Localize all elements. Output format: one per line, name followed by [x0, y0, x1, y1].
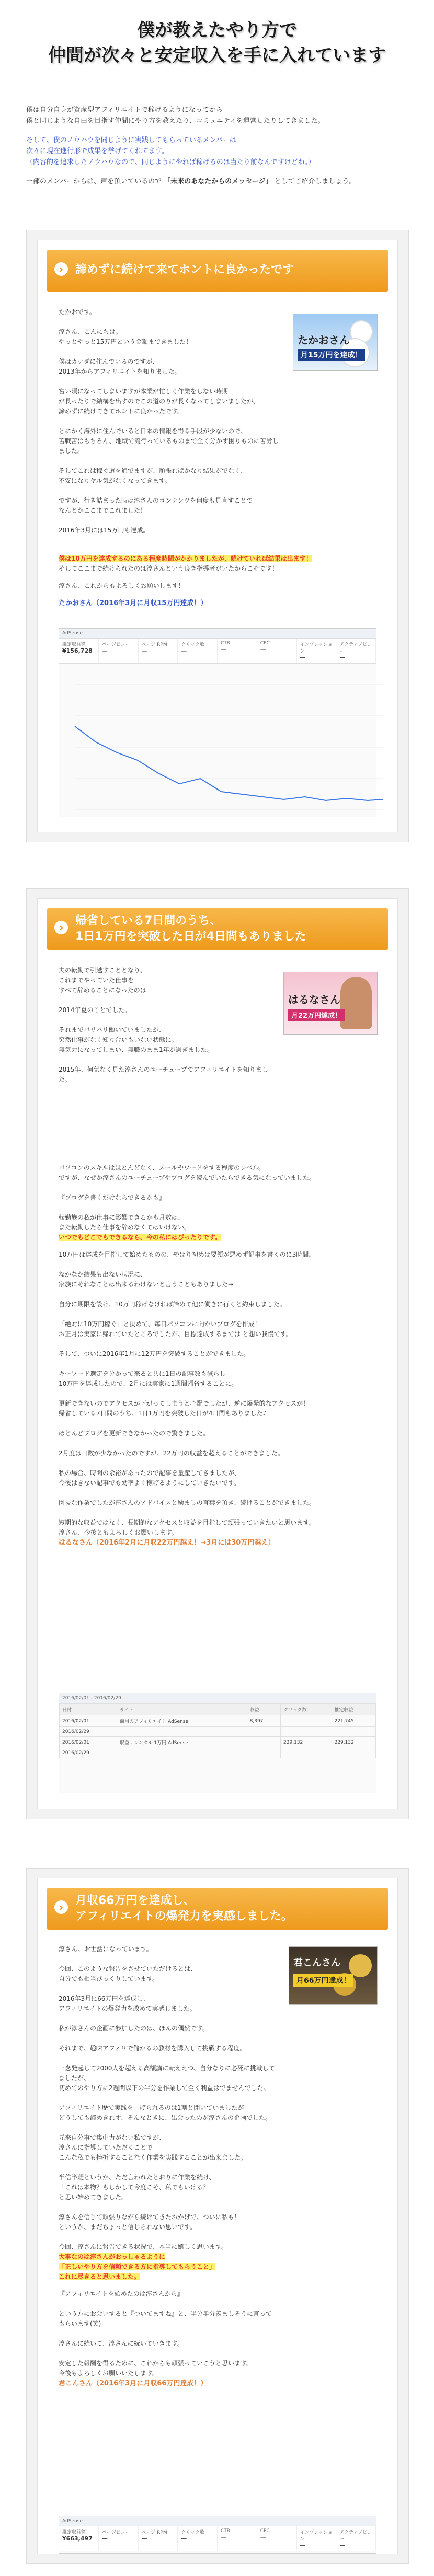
intro-line: 次々に現在進行形で成果を挙げてくれてます。 — [26, 147, 168, 155]
body-line — [59, 1260, 376, 1270]
body-line: 2016年3月には15万円も達成。 — [59, 527, 150, 534]
body-line: 私が淳さんの企画に参加したのは、ほんの偶然です。 — [59, 2025, 209, 2032]
body-line: 安定した報酬を得るために、これからも頑張っていこうと思います。 — [59, 2360, 253, 2367]
body-line: 淳さん、お世話になっています。 — [59, 1945, 153, 1953]
card-title-line-2: アフィリエイトの爆発力を実感しました。 — [75, 1910, 293, 1923]
body-line: ですが、なぜか淳さんのユーチューブやブログを読んでいたらできる気になっていました。 — [59, 1174, 315, 1181]
stat-label: CTR — [221, 641, 231, 646]
body-line — [59, 1055, 277, 1065]
body-line: キーワード選定を分かって来ると共に1日の記事数も減らし — [59, 1370, 226, 1377]
body-line: 半信半疑というか、ただ言われたとおりに作業を続け、 — [59, 2174, 215, 2181]
badge-name: たかおさん — [298, 334, 350, 346]
testimonial-lines — [59, 1944, 277, 2252]
body-line: パソコンのスキルはほとんどなく、メールやワードをする程度のレベル。 — [59, 1164, 265, 1171]
body-line: 自分でも相当びっくりしています。 — [59, 1975, 159, 1982]
body-line: アフィリエイト歴で実践を上げられるのは1割と聞いていましたが — [59, 2104, 244, 2111]
body-line: 今回、このような報告をさせていただけるとは、 — [59, 1965, 197, 1972]
body-line — [59, 516, 282, 526]
body-line: ほとんどブログを更新できなかったので驚きました。 — [59, 1430, 210, 1437]
table-row — [60, 1748, 376, 1758]
table-cell — [247, 1748, 280, 1758]
stat-cell — [178, 639, 218, 663]
body-line — [59, 1203, 376, 1213]
body-line — [59, 1458, 376, 1468]
body-line — [59, 416, 282, 426]
body-line: 更新できないのでアクセスが下がってしまうと心配でしたが、逆に爆発的なアクセスが！ — [59, 1400, 310, 1407]
body-line: やっとやっと15万円という金額まできました！ — [59, 338, 192, 345]
intro-text — [26, 105, 413, 187]
table-cell: 2016/02/01 — [60, 1715, 117, 1727]
card-title-banner — [47, 250, 388, 292]
body-line — [59, 1290, 376, 1299]
testimonial-card-kimikon — [26, 1868, 409, 2564]
report-toolbar: AdSense — [59, 629, 376, 639]
body-line: 短期的な収益ではなく、長期的なアクセスと収益を目指して頑張っていきたいと思います。 — [59, 1519, 315, 1526]
stat-value: — — [300, 2542, 306, 2549]
card-title-line-1: 月収66万円を達成し、 — [75, 1894, 195, 1907]
badge-subtitle: 月22万円達成！ — [288, 1009, 345, 1021]
table-cell: 229,132 — [281, 1737, 332, 1748]
table-cell — [332, 1727, 376, 1737]
highlight-text: 「正しいやり方を信頼できる方に指導してもらうこと」 — [59, 2263, 216, 2270]
testimonial-card-haruna — [26, 888, 409, 1819]
result-caption: はるなさん（2016年2月に月収22万円越え！→3月には30万円越え） — [59, 1539, 275, 1547]
body-line: それまで、趣味アフィリで儲かるの教材を購入して挑戦する程度。 — [59, 2045, 246, 2052]
body-line: 転勤族の私が仕事に影響できるかも月数は、 — [59, 1214, 185, 1221]
earnings-table — [59, 1703, 376, 1758]
table-cell: 221,745 — [332, 1715, 376, 1727]
stat-label: ページ RPM — [141, 642, 167, 647]
table-row — [60, 1715, 376, 1727]
stat-value: — — [181, 647, 187, 654]
member-badge — [293, 314, 378, 371]
body-line — [59, 1984, 277, 1994]
body-line: これまでやっていた仕事を — [59, 977, 134, 984]
card-title-line-1: 帰省している7日間のうち、 — [75, 914, 222, 927]
stat-cell — [297, 2526, 337, 2551]
body-line: 自分に期限を設け、10万円稼げなければ諦めて他に働きに行くと約束しました。 — [59, 1301, 286, 1308]
body-line: そして、ついに2016年1月に12万円を突破することができました。 — [59, 1350, 250, 1357]
stat-cell — [99, 639, 139, 663]
body-line: 夫の転勤で引越すこととなり、 — [59, 967, 147, 974]
stat-value: — — [300, 654, 306, 661]
body-line: 淳さんに指導していただくことで — [59, 2144, 153, 2151]
body-line: 諦めずに続けてきてホントに良かったです。 — [59, 408, 184, 415]
body-line: 僕はカナダに住んでいるのですが、 — [59, 358, 159, 365]
body-line: 淳さん、こんにちは。 — [59, 328, 122, 335]
stat-label: 推定収益額 — [62, 642, 86, 647]
intro-line: 僕は自分自身が資産型アフィリエイトで稼げるようになってから — [26, 106, 223, 114]
body-line — [59, 1389, 376, 1399]
stat-cell — [336, 2526, 376, 2551]
card-title: 諦めずに続けて来てホントに良かったです — [75, 263, 294, 276]
testimonial-body — [59, 1944, 277, 2396]
body-line: 家族にそれなことは出来るわけないと言うこともありました→ — [59, 1281, 234, 1288]
stat-value: — — [101, 647, 108, 654]
stat-label: CTR — [221, 2528, 231, 2534]
chevron-right-icon: › — [54, 262, 68, 276]
table-cell — [247, 1727, 280, 1737]
card-inner — [37, 240, 398, 832]
card-title-banner — [47, 908, 388, 950]
body-line — [59, 2202, 277, 2212]
table-row — [60, 1727, 376, 1737]
body-line: 10万円を達成したので、2月には実家に1週間帰省することに。 — [59, 1380, 238, 1387]
intro-line: そして、僕のノウハウを同じように実践してもらっているメンバーは — [26, 136, 236, 144]
body-line — [59, 317, 282, 327]
stat-label: ページビュー — [101, 2530, 130, 2535]
stat-cell — [178, 2526, 218, 2551]
testimonial-body — [59, 966, 277, 1095]
card-inner — [37, 898, 398, 1809]
stat-cell — [139, 2526, 178, 2551]
earnings-series-line — [75, 726, 383, 800]
portrait-image — [340, 977, 372, 1029]
body-line: 今後はきない記事でも効率よく稼げるようにしていきたいです。 — [59, 1479, 241, 1487]
testimonial-lines — [59, 2289, 277, 2378]
body-line — [59, 2093, 277, 2103]
body-line: 苦戦苦はもちろん、地域で流行っているものまで全く分かず困りものに苦労しました。 — [59, 437, 279, 455]
body-line: 帰省している7日間のうち、1日1万円を突破した日が4日間もありました♪ — [59, 1410, 267, 1417]
stat-value: — — [339, 654, 346, 661]
card-title-banner — [47, 1888, 388, 1930]
intro-line: 一部のメンバーからは、声を頂いているので — [26, 178, 162, 185]
testimonial-lines — [59, 966, 277, 1095]
stat-value: ¥156,728 — [62, 647, 93, 654]
body-line: 「絶対に10万円稼ぐ」と決めて、毎日パソコンに向かいブログを作成！ — [59, 1320, 261, 1328]
body-line: 淳さん、これからもよろしくお願いします！ — [59, 582, 185, 589]
intro-line: （内容的を追求したノウハウなので、同じようにやれば稼げるのは当たり前なんですけどね。） — [26, 158, 315, 166]
stat-cell — [139, 639, 178, 663]
body-line — [59, 1183, 376, 1193]
highlight-text: いつでもどこでもできるなら、今の私にはぴったりです。 — [59, 1234, 222, 1241]
member-badge — [289, 1946, 378, 2005]
testimonial-lines — [59, 1250, 376, 1538]
table-cell: 商用のアフィリエイト AdSense — [117, 1715, 247, 1727]
badge-name: 君こんさん — [293, 1957, 340, 1968]
stat-label: ページビュー — [101, 642, 130, 647]
stat-cell — [218, 639, 257, 663]
body-line: 初めてのやり方に2週間以下の半分を作業して全く利益はでませんでした。 — [59, 2084, 270, 2092]
body-line: 今後もよろしくお願いいたします。 — [59, 2370, 159, 2377]
table-header-row — [60, 1704, 376, 1715]
highlight-text: これに尽きると思いました。 — [59, 2273, 141, 2280]
body-line: どうしても諦めきれず、そんなときに、出会ったのが淳さんの企画でした。 — [59, 2114, 272, 2121]
adsense-report-screenshot — [59, 628, 376, 817]
result-caption: 君こんさん（2016年3月に月収66万円達成！） — [59, 2380, 208, 2387]
table-cell: 収益 - レンタル 1万円 AdSense — [117, 1737, 247, 1748]
headline — [0, 0, 434, 68]
stat-value: — — [101, 2535, 108, 2542]
body-line: 2014年夏のことでした。 — [59, 1006, 131, 1014]
stat-label: クリック数 — [181, 2530, 204, 2535]
body-line: 10万円は達成を目指して始めたものの、やはり初めは要領が悪めず記事を書くのに3時間。 — [59, 1251, 315, 1258]
body-line — [59, 1488, 376, 1498]
body-line — [59, 377, 282, 387]
body-line: 不安になりヤル気がなくなってきます。 — [59, 477, 171, 484]
body-line: お正月は実家に帰れていたところでしたが、目標達成するまでは と想い我慢です。 — [59, 1330, 292, 1338]
table-header-cell: クリック数 — [281, 1704, 332, 1715]
body-line — [59, 2299, 277, 2309]
chevron-right-icon: › — [54, 1900, 68, 1914]
body-line: なんとかここまでこれました！ — [59, 507, 147, 514]
body-line: 元来自分事で集中力がない私ですが、 — [59, 2134, 166, 2141]
body-line: 2015年、何気なく見た淳さんのユーチューブでアフィリエイトを知りました。 — [59, 1066, 268, 1083]
body-line: たかおです。 — [59, 308, 96, 316]
stat-cell — [59, 2526, 99, 2551]
table-cell: 2016/02/29 — [60, 1748, 117, 1758]
body-line: ですが、行き詰まった時は淳さんのコンテンツを何度も見直すことで — [59, 497, 253, 504]
stat-cell — [297, 639, 337, 663]
table-cell: 229,132 — [332, 1737, 376, 1748]
stat-value: — — [181, 2535, 187, 2542]
testimonial-lines — [59, 307, 282, 536]
report-toolbar: 2016/02/01 - 2016/02/29 — [59, 1693, 376, 1703]
stat-cell — [257, 2526, 297, 2551]
report-stats-row — [59, 2526, 376, 2551]
body-line: という方にお会いすると『ついてますね』と、半分半分羨ましそうに言ってもらいます(笑) — [59, 2310, 272, 2327]
intro-line: としてご紹介しましょう。 — [274, 178, 356, 185]
stat-value: — — [221, 646, 226, 653]
body-line: 無気力になってしまい、無職のまま1年が過ぎました。 — [59, 1046, 213, 1053]
body-line — [59, 2123, 277, 2133]
stat-value: — — [141, 647, 147, 654]
card-inner — [37, 1878, 398, 2554]
body-line — [59, 2232, 277, 2242]
stat-label: インプレッション — [300, 2530, 333, 2542]
highlight-text: 僕は10万円を達成するのにある程度時間がかかりましたが、続けていれば結果は出ます！ — [59, 555, 312, 562]
table-header-cell: サイト — [117, 1704, 247, 1715]
stat-cell — [336, 639, 376, 663]
body-line: 一念発起して2000人を超える高額講に転ええつ、自分なりに必死に挑戦してましたが、 — [59, 2064, 275, 2082]
body-line — [59, 2329, 277, 2339]
body-line — [59, 2163, 277, 2173]
body-line: すべて辞めることになったのは — [59, 987, 146, 994]
stat-cell — [59, 639, 99, 663]
body-line: 宮い頃になってしまいますが本業が忙しく作業をしない時期 — [59, 388, 229, 395]
table-cell — [281, 1748, 332, 1758]
table-header-cell: 収益 — [247, 1704, 280, 1715]
stat-cell — [257, 639, 297, 663]
stat-label: 推定収益額 — [62, 2530, 86, 2535]
body-line — [59, 1954, 277, 1964]
table-header-cell: 日付 — [60, 1704, 117, 1715]
body-line — [59, 1508, 376, 1518]
body-line: 淳さん、今後ともよろしくお願いします。 — [59, 1529, 178, 1536]
badge-subtitle: 月15万円を達成！ — [298, 349, 365, 361]
chevron-right-icon: › — [54, 921, 68, 934]
stat-value: — — [141, 2535, 147, 2542]
card-title-line-2: 1日1万円を突破した日が4日間もありました — [75, 930, 306, 943]
table-cell — [281, 1727, 332, 1737]
stat-value: — — [339, 2542, 346, 2549]
body-line: なかなか結果も出ない状況に、 — [59, 1271, 147, 1278]
report-toolbar: AdSense — [59, 2516, 376, 2526]
body-line — [59, 486, 282, 496]
body-line — [59, 1438, 376, 1448]
table-cell: 2016/02/29 — [60, 1727, 117, 1737]
headline-line-1: 僕が教えたやり方で — [137, 20, 297, 41]
body-line — [59, 2053, 277, 2063]
body-line: が長ったりで結構を出すのでこの道のりが長くなってしまいましたが、 — [59, 398, 260, 405]
stat-value: ¥663,497 — [62, 2535, 93, 2542]
testimonial-lines — [59, 1163, 376, 1233]
table-cell — [117, 1727, 247, 1737]
table-body — [60, 1715, 376, 1758]
body-line — [59, 347, 282, 357]
adsense-report-screenshot — [59, 2516, 376, 2554]
intro-line: 僕と同じような自由を目指す仲間にやり方を教えたり、コミュニティを運営したりしてきました。 — [26, 117, 325, 125]
body-line: というか、まだちょっと信じられない思いです。 — [59, 2223, 197, 2231]
body-line: 『ブログを書くだけならできるかも』 — [59, 1194, 165, 1201]
table-row — [60, 1737, 376, 1748]
adsense-table-screenshot — [59, 1693, 376, 1793]
body-line: 今回、淳さんに報告できる状況で、本当に嬉しく思います。 — [59, 2243, 227, 2250]
table-cell — [247, 1737, 280, 1748]
headline-line-2: 仲間が次々と安定収入を手に入れています — [48, 45, 386, 66]
body-line — [59, 995, 277, 1005]
highlight-text: 大事なのは淳さんがおっしゃるように — [59, 2253, 166, 2260]
table-cell — [332, 1748, 376, 1758]
body-line: 淳さんに続いて、淳さんに続いていきます。 — [59, 2340, 184, 2347]
testimonial-body-wide — [59, 1163, 376, 1555]
intro-emphasis: 「未来のあなたからのメッセージ」 — [164, 178, 272, 185]
body-line — [59, 1419, 376, 1429]
body-line: それまでバリバリ働いていましたが、 — [59, 1026, 165, 1034]
testimonial-card-takao — [26, 230, 409, 842]
badge-subtitle: 月66万円達成！ — [293, 1974, 353, 1987]
stat-cell — [99, 2526, 139, 2551]
stat-label: クリック数 — [181, 642, 204, 647]
body-line — [59, 1085, 277, 1095]
stat-cell — [218, 2526, 257, 2551]
body-line: そしてここまで続けられたのは淳さんという良き指導者がいたからこそです！ — [59, 565, 279, 572]
body-line: 「これは本物？もしかして今度こそ、私でもいける？」 — [59, 2184, 215, 2191]
body-line — [59, 2034, 277, 2044]
body-line — [59, 2014, 277, 2024]
body-line: アフィリエイトの爆発力を改めて実感しました。 — [59, 2005, 196, 2012]
stat-label: CPC — [260, 2528, 270, 2534]
stat-label: インプレッション — [300, 642, 333, 654]
stat-value: — — [260, 2534, 266, 2540]
stat-label: アクティブビュー — [339, 2530, 372, 2542]
body-line: 2016年3月に66万円を達成し、 — [59, 1995, 150, 2002]
stat-value: — — [260, 646, 266, 653]
earnings-line-chart — [59, 664, 387, 820]
table-header-cell: 推定収益 — [332, 1704, 376, 1715]
report-stats-row — [59, 639, 376, 664]
body-line — [59, 1359, 376, 1369]
testimonial-body-lower — [59, 554, 376, 616]
table-cell — [281, 1715, 332, 1727]
body-line — [59, 1309, 376, 1319]
table-cell: 2016/02/01 — [60, 1737, 117, 1748]
result-caption: たかおさん（2016年3月に月収15万円達成！） — [59, 599, 208, 607]
stat-value: — — [221, 2534, 226, 2540]
body-line: とにかく海外に住んでいると日本の情報を得る手段が少ないので、 — [59, 427, 247, 435]
body-line: 2013年からアフィリエイトを知りました。 — [59, 368, 181, 375]
body-line: 図抜な作業でしたが淳さんのアドバイスと励ましの言葉を頂き、続けることができました。 — [59, 1499, 316, 1506]
stat-label: CPC — [260, 641, 270, 646]
table-cell: 8,397 — [247, 1715, 280, 1727]
body-line — [59, 456, 282, 466]
table-cell — [117, 1748, 247, 1758]
stat-label: ページ RPM — [141, 2530, 167, 2535]
body-line: また転勤したら仕事を辞めなくてはいけない。 — [59, 1224, 191, 1231]
testimonial-body — [59, 307, 282, 536]
member-badge — [283, 972, 378, 1035]
body-line: 突然仕事がなく知り合いもいない状態に。 — [59, 1036, 178, 1043]
stat-label: アクティブビュー — [339, 642, 372, 654]
body-line: と思い始めてきました。 — [59, 2194, 128, 2201]
badge-name: はるなさん — [288, 993, 340, 1006]
body-line: こんな私でも挫折することなく作業を実践することが出来ました。 — [59, 2154, 247, 2161]
body-line: 『アフィリエイトを始めたのは淳さんから』 — [59, 2290, 184, 2297]
body-line — [59, 1015, 277, 1025]
body-line — [59, 1339, 376, 1349]
body-line: 私の場合、時間の余裕があったので記事を量産してきましたが、 — [59, 1469, 241, 1477]
body-line: 淳さんを信じて頑張りながら続けてきたおかげで、ついに私も！ — [59, 2213, 241, 2221]
body-line: 2月度は日数が少なかったのですが、22万円の収益を超えることができました。 — [59, 1449, 284, 1457]
body-line — [59, 2349, 277, 2359]
body-line: そしてこれは稼ぐ道を通でますが、頑張ればかなり結果がでなく、 — [59, 467, 247, 474]
